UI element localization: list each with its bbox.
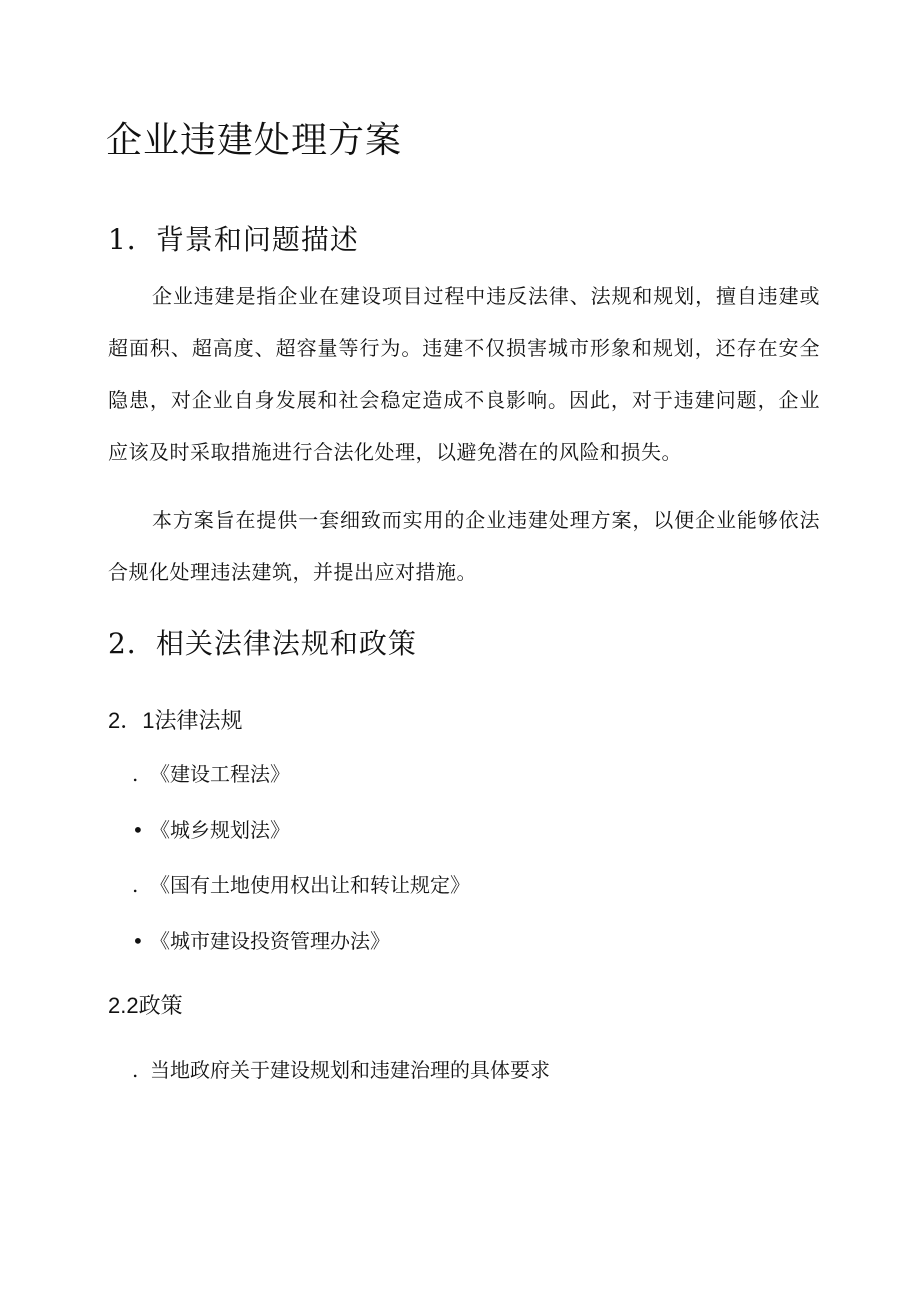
list-item-text: 《建设工程法》	[150, 762, 290, 786]
subsection-label: 法律法规	[154, 709, 243, 734]
list-item	[132, 814, 290, 843]
list-item	[132, 925, 390, 954]
list-marker: •	[132, 818, 144, 842]
list-marker: .	[132, 762, 139, 786]
section-1-heading: 1．背景和问题描述	[108, 223, 359, 256]
list-item-text: 当地政府关于建设规划和违建治理的具体要求	[150, 1058, 550, 1082]
subsection-2-1-heading	[108, 704, 243, 735]
section-2-heading: 2．相关法律法规和政策	[108, 627, 417, 660]
subsection-label: 政策	[138, 994, 183, 1019]
document-title: 企业违建处理方案	[106, 120, 403, 161]
list-item	[132, 1054, 550, 1083]
list-item	[132, 869, 470, 898]
list-marker: •	[132, 929, 144, 953]
list-marker: .	[132, 1058, 139, 1082]
list-marker: .	[132, 873, 139, 897]
list-item	[132, 758, 290, 787]
subsection-number: 2.2	[108, 993, 139, 1018]
list-item-text: 《城乡规划法》	[150, 818, 290, 842]
subsection-2-2-heading	[108, 989, 183, 1020]
list-item-text: 《城市建设投资管理办法》	[150, 929, 390, 953]
section-1-paragraph-1: 企业违建是指企业在建设项目过程中违反法律、法规和规划，擅自违建或超面积、超高度、超容量等行为。违建不仅损害城市形象和规划，还存在安全隐患，对企业自身发展和社会稳定造成不良影响。因此，对于违建问题，企业应该及时采取措施进行合法化处理，以避免潜在的风险和损失。	[108, 284, 820, 464]
list-item-text: 《国有土地使用权出让和转让规定》	[150, 873, 470, 897]
subsection-number: 2．1	[108, 708, 155, 733]
section-1-paragraph-2: 本方案旨在提供一套细致而实用的企业违建处理方案，以便企业能够依法合规化处理违法建筑，并提出应对措施。	[108, 508, 820, 584]
